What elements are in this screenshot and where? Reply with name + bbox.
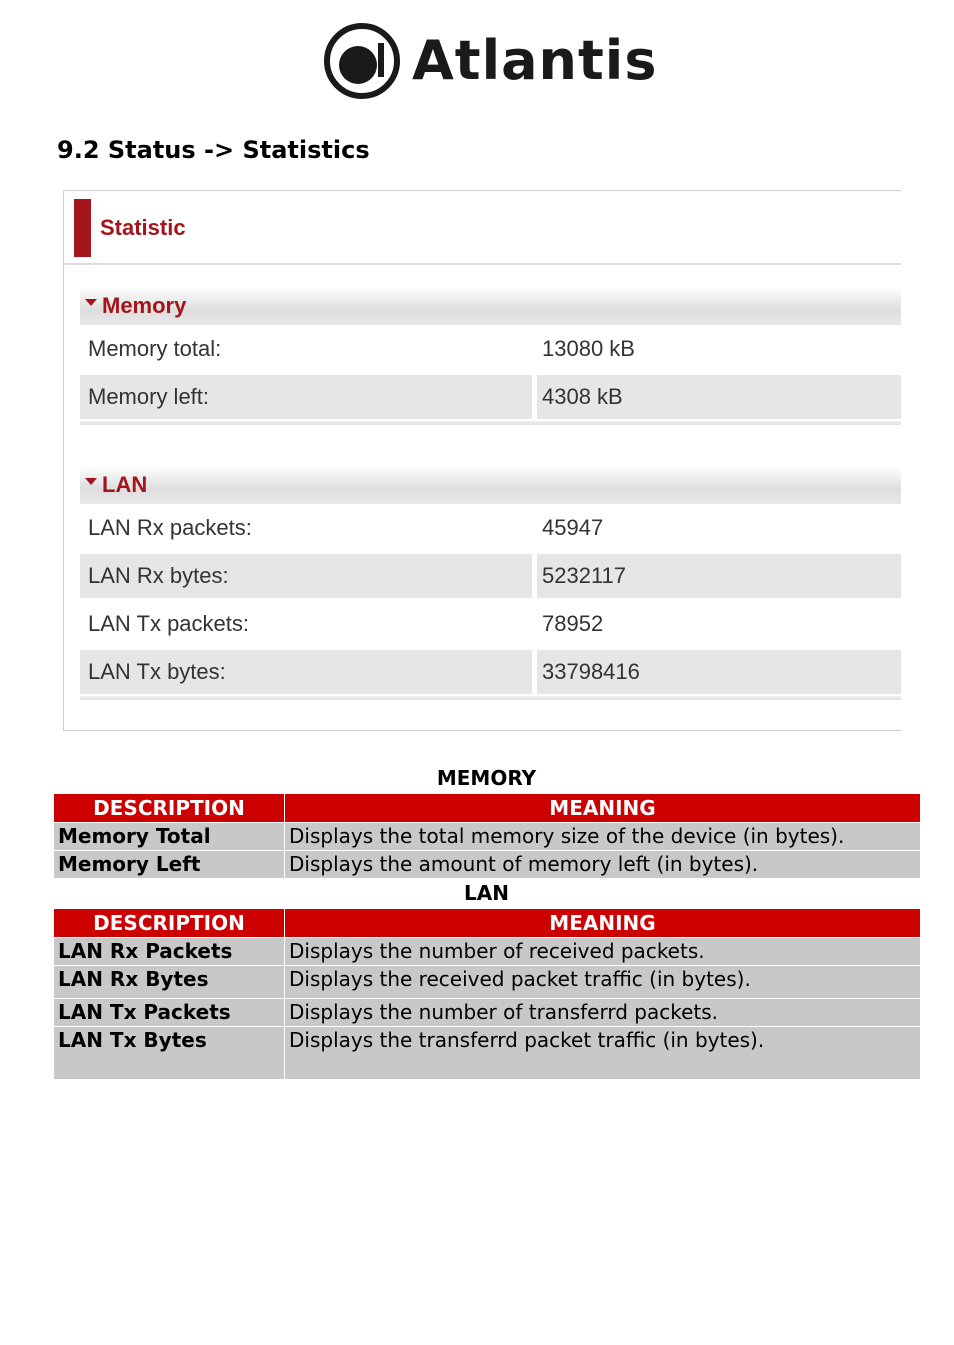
lan-row [80, 600, 901, 648]
lan-row-value: 5232117 [537, 554, 901, 598]
column-header-description: DESCRIPTION [54, 909, 285, 938]
caret-down-icon [85, 478, 97, 485]
description-cell: Memory Left [54, 851, 285, 879]
meaning-cell: Displays the total memory size of the device (in bytes). [285, 823, 921, 851]
lan-row [80, 504, 901, 552]
memory-row-value: 4308 kB [537, 375, 901, 419]
lan-row-label: LAN Tx packets: [88, 611, 249, 636]
memory-row-value: 13080 kB [542, 336, 635, 361]
meaning-cell: Displays the number of transferrd packets. [285, 999, 921, 1027]
column-header-meaning: MEANING [285, 909, 921, 938]
lan-group [80, 466, 901, 700]
caret-down-icon [85, 299, 97, 306]
lan-row [80, 650, 901, 694]
table-row [54, 999, 921, 1027]
memory-table-caption: MEMORY [436, 766, 537, 790]
logo-text: Atlantis [412, 29, 658, 92]
lan-group-footer [80, 696, 901, 700]
lan-table [53, 908, 921, 1080]
statistic-screenshot [63, 190, 901, 731]
meaning-cell: Displays the number of received packets. [285, 938, 921, 966]
description-cell: LAN Rx Bytes [54, 966, 285, 999]
memory-table [53, 793, 921, 879]
memory-group [80, 287, 901, 425]
lan-row [80, 554, 901, 598]
memory-row-label: Memory total: [88, 336, 222, 361]
memory-group-header[interactable] [80, 287, 901, 325]
lan-row-value: 78952 [542, 611, 604, 636]
lan-row-label: LAN Rx packets: [88, 515, 252, 540]
column-header-description: DESCRIPTION [54, 794, 285, 823]
meaning-cell: Displays the received packet traffic (in bytes). [285, 966, 921, 999]
lan-row-value: 45947 [542, 515, 604, 540]
lan-table-caption: LAN [464, 881, 509, 905]
memory-row [80, 375, 901, 419]
meaning-cell: Displays the amount of memory left (in bytes). [285, 851, 921, 879]
lan-row-value: 33798416 [537, 650, 901, 694]
table-row [54, 823, 921, 851]
section-title: 9.2 Status -> Statistics [57, 136, 370, 164]
description-cell: Memory Total [54, 823, 285, 851]
meaning-cell: Displays the transferrd packet traffic (in bytes). [285, 1027, 921, 1080]
table-row [54, 851, 921, 879]
table-row [54, 966, 921, 999]
description-cell: LAN Tx Packets [54, 999, 285, 1027]
lan-group-label: LAN [102, 472, 148, 497]
table-header-row [54, 794, 921, 823]
column-header-meaning: MEANING [285, 794, 921, 823]
atlantis-logo [322, 20, 657, 102]
memory-group-label: Memory [102, 293, 187, 318]
memory-row-label: Memory left: [80, 375, 532, 419]
lan-group-header[interactable] [80, 466, 901, 504]
statistic-header [64, 191, 901, 265]
description-cell: LAN Rx Packets [54, 938, 285, 966]
table-row [54, 938, 921, 966]
atlantis-logo-icon [322, 21, 402, 101]
memory-row [80, 325, 901, 373]
description-cell: LAN Tx Bytes [54, 1027, 285, 1080]
memory-group-footer [80, 421, 901, 425]
lan-row-label: LAN Tx bytes: [80, 650, 532, 694]
table-row [54, 1027, 921, 1080]
header-accent-bar [74, 199, 91, 257]
statistic-title: Statistic [100, 215, 186, 240]
table-header-row [54, 909, 921, 938]
lan-row-label: LAN Rx bytes: [80, 554, 532, 598]
